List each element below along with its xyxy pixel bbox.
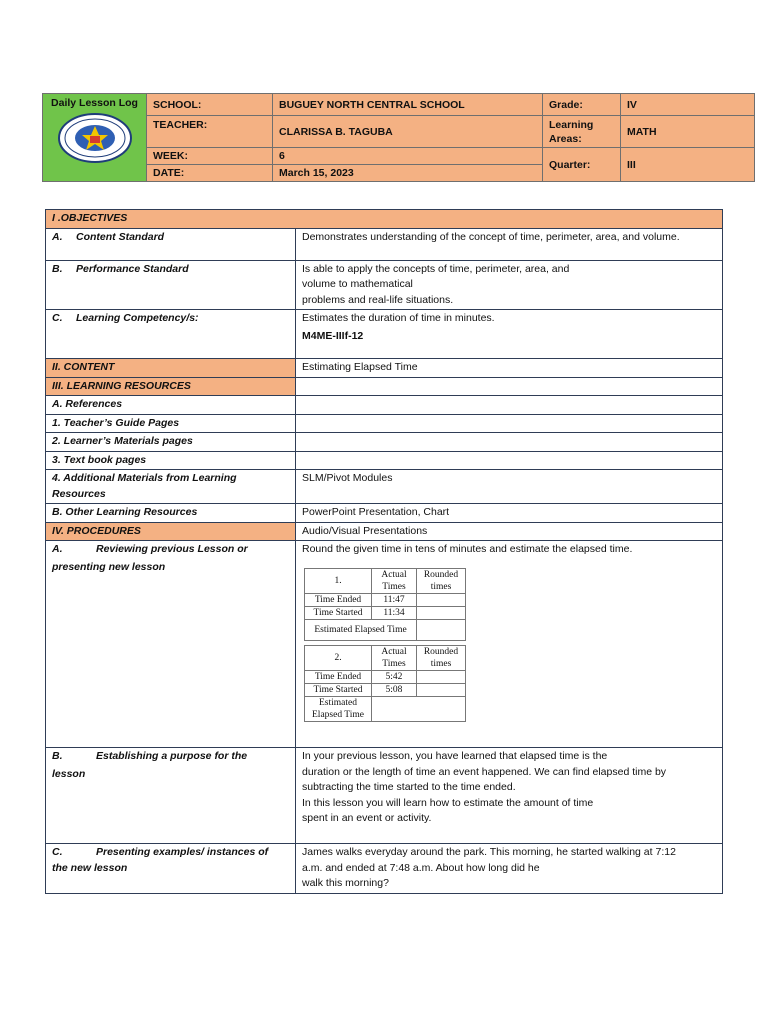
school-value: BUGUEY NORTH CENTRAL SCHOOL [273, 94, 543, 116]
t2-elapsed-value [372, 696, 466, 721]
procedure-a-label: A. Reviewing previous Lesson or presenting new lesson [46, 541, 296, 748]
grade-label: Grade: [543, 94, 621, 116]
performance-standard-label: B. Performance Standard [46, 260, 296, 310]
t1-ended-rounded [417, 593, 466, 606]
t1-number: 1. [305, 568, 372, 593]
learning-areas-label: Learning Areas: [543, 116, 621, 148]
week-label: WEEK: [147, 148, 273, 165]
textbook-value [296, 451, 723, 470]
content-value: Estimating Elapsed Time [296, 359, 723, 378]
logo-cell [43, 94, 147, 182]
date-label: DATE: [147, 165, 273, 182]
t2-rounded-header: Rounded times [417, 645, 466, 670]
procedure-a-instruction: Round the given time in tens of minutes and estimate the elapsed time. [302, 543, 633, 555]
teachers-guide-label: 1. Teacher’s Guide Pages [46, 414, 296, 433]
competency-label: C. Learning Competency/s: [46, 310, 296, 359]
teachers-guide-value [296, 414, 723, 433]
t2-started-label: Time Started [305, 683, 372, 696]
t2-elapsed-label: Estimated Elapsed Time [305, 696, 372, 721]
lesson-log-table [45, 209, 723, 894]
learners-materials-value [296, 433, 723, 452]
teacher-value: CLARISSA B. TAGUBA [273, 116, 543, 148]
t1-elapsed-value [417, 619, 466, 640]
quarter-label: Quarter: [543, 148, 621, 182]
log-title: Daily Lesson Log [51, 97, 138, 109]
t2-ended-rounded [417, 670, 466, 683]
t1-elapsed-label: Estimated Elapsed Time [305, 619, 417, 640]
procedures-title: IV. PROCEDURES [46, 522, 296, 541]
t2-started-value: 5:08 [372, 683, 417, 696]
other-resources-value: PowerPoint Presentation, Chart [296, 504, 723, 523]
procedure-b-label: B. Establishing a purpose for the lesson [46, 748, 296, 844]
objectives-title: I .OBJECTIVES [46, 210, 723, 229]
teacher-label: TEACHER: [147, 116, 273, 148]
content-standard-value: Demonstrates understanding of the concept of time, perimeter, area, and volume. [296, 228, 723, 260]
t1-ended-value: 11:47 [372, 593, 417, 606]
t1-started-rounded [417, 606, 466, 619]
procedure-c-value: James walks everyday around the park. This morning, he started walking at 7:12 a.m. and ended at 7:48 a.m. About how long did he walk this morning? [296, 844, 723, 894]
textbook-label: 3. Text book pages [46, 451, 296, 470]
resources-title-value [296, 377, 723, 396]
t2-started-rounded [417, 683, 466, 696]
procedure-b-value: In your previous lesson, you have learned that elapsed time is the duration or the length of time an event happened. We can find elapsed time by subtracting the time started to the time ended. In this lesson you will learn how to estimate the amount of time spent in an event or activity. [296, 748, 723, 844]
t1-ended-label: Time Ended [305, 593, 372, 606]
t1-started-label: Time Started [305, 606, 372, 619]
additional-materials-label: 4. Additional Materials from Learning Resources [46, 470, 296, 504]
grade-value: IV [621, 94, 755, 116]
other-resources-label: B. Other Learning Resources [46, 504, 296, 523]
header-table [42, 93, 755, 182]
t1-started-value: 11:34 [372, 606, 417, 619]
week-value: 6 [273, 148, 543, 165]
school-label: SCHOOL: [147, 94, 273, 116]
time-table-1 [304, 568, 466, 641]
date-value: March 15, 2023 [273, 165, 543, 182]
content-standard-label: A. Content Standard [46, 228, 296, 260]
time-table-2 [304, 645, 466, 722]
competency-code: M4ME-IIIf-12 [302, 329, 364, 342]
references-value [296, 396, 723, 415]
content-title: II. CONTENT [46, 359, 296, 378]
t2-ended-value: 5:42 [372, 670, 417, 683]
deped-seal-icon [56, 113, 134, 163]
procedures-title-value: Audio/Visual Presentations [296, 522, 723, 541]
resources-title: III. LEARNING RESOURCES [46, 377, 296, 396]
performance-standard-value: Is able to apply the concepts of time, perimeter, area, and volume to mathematical problems and real-life situations. [296, 260, 723, 310]
procedure-a-value [296, 541, 723, 748]
procedure-c-label: C. Presenting examples/ instances of the new lesson [46, 844, 296, 894]
t2-ended-label: Time Ended [305, 670, 372, 683]
learning-areas-value: MATH [621, 116, 755, 148]
references-label: A. References [46, 396, 296, 415]
t1-rounded-header: Rounded times [417, 568, 466, 593]
quarter-value: III [621, 148, 755, 182]
learners-materials-label: 2. Learner’s Materials pages [46, 433, 296, 452]
t1-actual-header: Actual Times [372, 568, 417, 593]
additional-materials-value: SLM/Pivot Modules [296, 470, 723, 504]
t2-number: 2. [305, 645, 372, 670]
t2-actual-header: Actual Times [372, 645, 417, 670]
competency-value: Estimates the duration of time in minutes. M4ME-IIIf-12 [296, 310, 723, 359]
